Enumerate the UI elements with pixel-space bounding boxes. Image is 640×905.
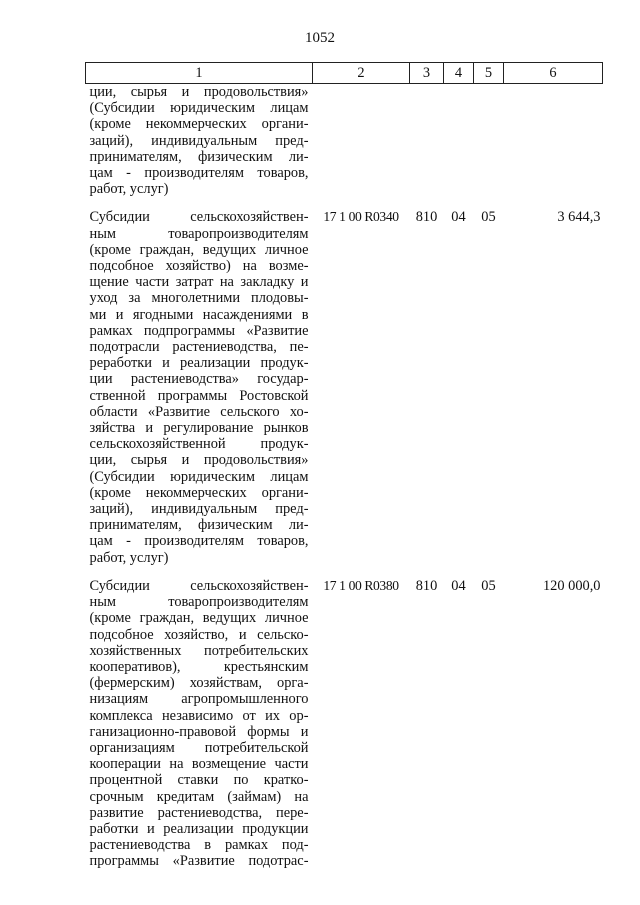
description-line: (кроме граждан, ведущих личное: [89, 610, 309, 627]
row-amount: 3 644,3: [557, 209, 601, 226]
description-line: уход за многолетними плодовы-: [89, 290, 309, 307]
description-line: (кроме некоммерческих органи-: [89, 484, 309, 501]
description-line: ным товаропроизводителям: [89, 594, 309, 611]
row-amount: [504, 84, 603, 210]
page-number: 1052: [305, 30, 335, 46]
description-line: кооперативов), крестьянским: [89, 658, 309, 675]
description-line: ции, сырья и продовольствия»: [89, 84, 309, 100]
description-line: ми и ягодными насаждениями в: [89, 306, 309, 323]
description-line: (Субсидии юридическим лицам: [89, 100, 309, 117]
row-section: 04: [451, 209, 466, 226]
header-col-1: 1: [86, 63, 313, 84]
description-line: подотрасли растениеводства, пе-: [89, 339, 309, 356]
row-section: [444, 84, 474, 210]
row-subsection: [474, 84, 504, 210]
description-line: зяйства и регулирование рынков: [89, 420, 309, 437]
description-line: реработки и реализации продук-: [89, 355, 309, 372]
description-line: комплекса независимо от их ор-: [89, 707, 309, 724]
description-line: рамках подпрограммы «Развитие: [89, 322, 309, 339]
description-line: сельскохозяйственной продук-: [89, 436, 309, 453]
description-line: (кроме граждан, ведущих личное: [89, 241, 309, 258]
row-subsection: 05: [481, 209, 496, 226]
description-line: цам - производителям товаров,: [89, 533, 309, 550]
description-line: принимателям, физическим ли-: [89, 517, 309, 534]
description-line: развитие растениеводства, пере-: [89, 804, 309, 821]
description-line: процентной ставки по кратко-: [89, 772, 309, 789]
description-line: ции растениеводства» государ-: [89, 371, 309, 388]
row-subsection: 05: [481, 577, 496, 594]
row-target-code: 17 1 00 R0340: [323, 209, 399, 225]
description-line: Субсидии сельскохозяйствен-: [89, 577, 309, 594]
row-section: 04: [451, 577, 466, 594]
budget-table: [85, 62, 603, 870]
description-line: программы «Развитие подотрас-: [89, 853, 309, 870]
table-row: [86, 84, 603, 210]
row-target-code: [313, 84, 410, 210]
description-line: ганизационно-правовой формы и: [89, 723, 309, 740]
description-line: работ, услуг): [89, 181, 169, 198]
description-line: организациям потребительской: [89, 739, 309, 756]
description-line: работ, услуг): [89, 549, 169, 566]
description-line: заций), индивидуальным пред-: [89, 501, 309, 518]
description-line: щение части затрат на закладку и: [89, 274, 309, 291]
description-line: цам - производителям товаров,: [89, 165, 309, 182]
header-row: [86, 63, 603, 84]
table-row: [86, 578, 603, 870]
table-row: [86, 209, 603, 577]
description-line: заций), индивидуальным пред-: [89, 132, 309, 149]
description-line: принимателям, физическим ли-: [89, 148, 309, 165]
description-line: ным товаропроизводителям: [89, 225, 309, 242]
row-amount: 120 000,0: [542, 577, 601, 594]
description-line: хозяйственных потребительских: [89, 642, 309, 659]
description-line: ции, сырья и продовольствия»: [89, 452, 309, 469]
description-line: (фермерским) хозяйствам, орга-: [89, 675, 309, 692]
row-description: [86, 209, 313, 577]
header-col-2: 2: [313, 63, 410, 84]
description-line: ственной программы Ростовской: [89, 387, 309, 404]
header-col-5: 5: [474, 63, 504, 84]
row-description: [86, 84, 313, 210]
row-expense-type: [410, 84, 444, 210]
row-expense-type: 810: [415, 209, 438, 226]
description-line: области «Развитие сельского хо-: [89, 403, 309, 420]
row-description: [86, 578, 313, 870]
header-col-6: 6: [504, 63, 603, 84]
description-line: подсобное хозяйство) на возме-: [89, 258, 309, 275]
description-line: срочным кредитам (займам) на: [89, 788, 309, 805]
row-target-code: 17 1 00 R0380: [323, 577, 399, 593]
description-line: Субсидии сельскохозяйствен-: [89, 209, 309, 226]
description-line: работки и реализации продукции: [89, 820, 309, 837]
description-line: подсобное хозяйство, и сельско-: [89, 626, 309, 643]
description-line: (кроме некоммерческих органи-: [89, 116, 309, 133]
row-expense-type: 810: [415, 577, 438, 594]
description-line: растениеводства в рамках под-: [89, 837, 309, 854]
header-col-4: 4: [444, 63, 474, 84]
header-col-3: 3: [410, 63, 444, 84]
description-line: кооперации на возмещение части: [89, 756, 309, 773]
description-line: низациям агропромышленного: [89, 691, 309, 708]
description-line: (Субсидии юридическим лицам: [89, 468, 309, 485]
